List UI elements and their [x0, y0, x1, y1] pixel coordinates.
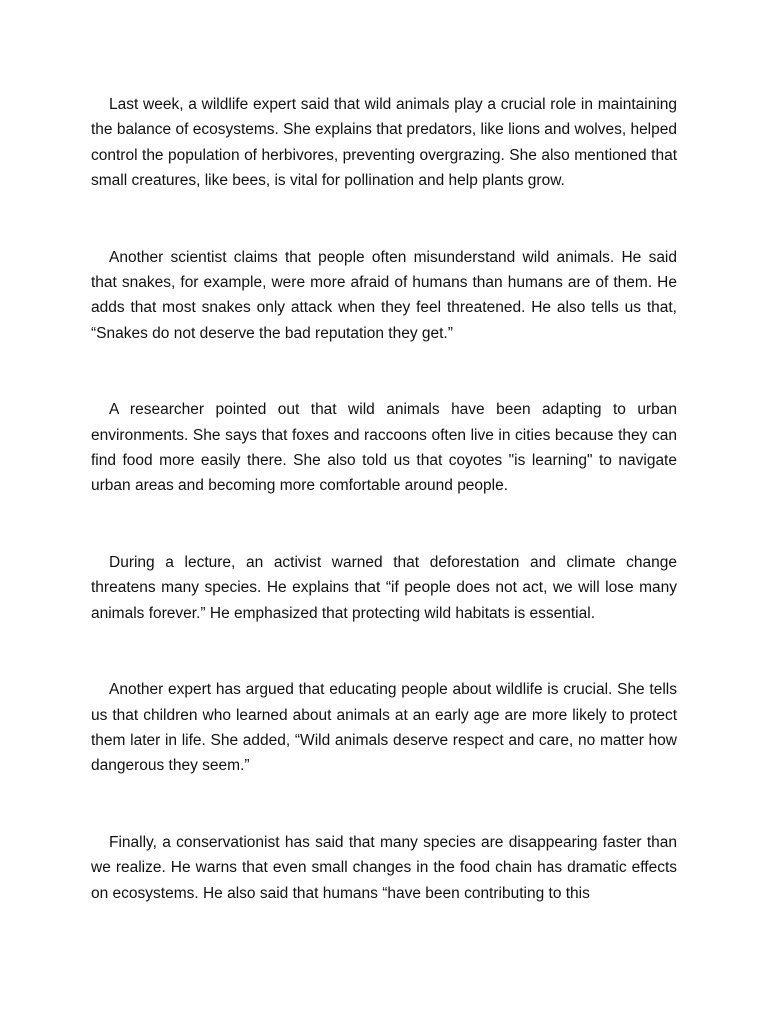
- document-body: [91, 92, 677, 906]
- paragraph-snakes: Another scientist claims that people often misunderstand wild animals. He said that snakes, for example, were more afraid of humans than humans are of them. He adds that most snakes only attack when they feel threatened. He also tells us that, “Snakes do not deserve the bad reputation they get.”: [91, 248, 677, 342]
- paragraph-conservationist: Finally, a conservationist has said that many species are disappearing faster than we realize. He warns that even small changes in the food chain has dramatic effects on ecosystems. He also said that humans “have been contributing to this: [91, 833, 677, 902]
- paragraph-education: Another expert has argued that educating people about wildlife is crucial. She tells us that children who learned about animals at an early age are more likely to protect them later in life. She added, “Wild animals deserve respect and care, no matter how dangerous they seem.”: [91, 681, 677, 775]
- paragraph-deforestation: During a lecture, an activist warned that deforestation and climate change threatens many species. He explains that “if people does not act, we will lose many animals forever.” He emphasized that protecting wild habitats is essential.: [91, 553, 677, 622]
- paragraph-urban-adaptation: A researcher pointed out that wild animals have been adapting to urban environments. She says that foxes and raccoons often live in cities because they can find food more easily there. She also told us that coyotes "is learning" to navigate urban areas and becoming more comfortable around people.: [91, 401, 677, 495]
- paragraph-expert-ecosystems: Last week, a wildlife expert said that wild animals play a crucial role in maintaining the balance of ecosystems. She explains that predators, like lions and wolves, helped control the population of herbivores, preventing overgrazing. She also mentioned that small creatures, like bees, is vital for pollination and help plants grow.: [91, 96, 677, 190]
